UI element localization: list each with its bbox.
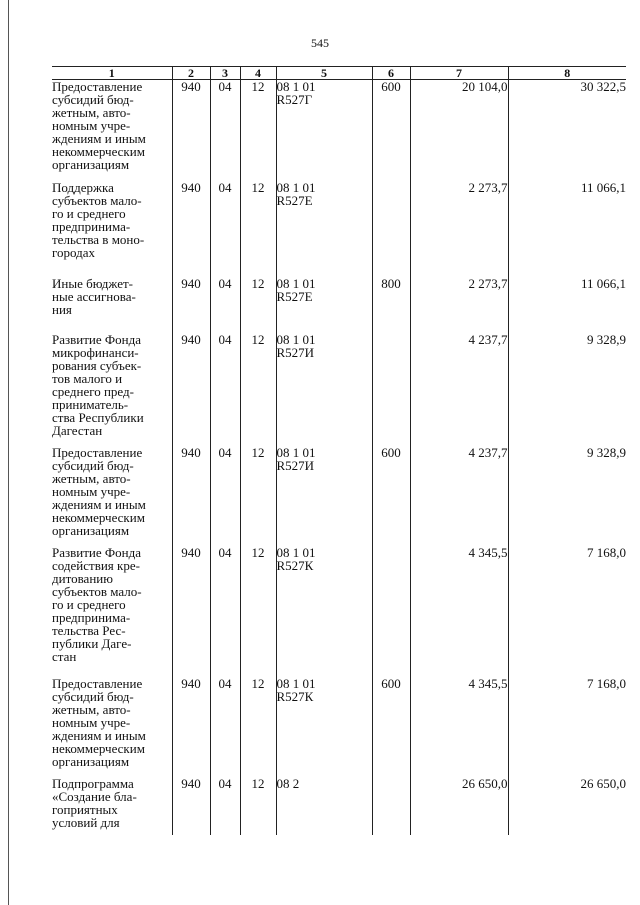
table-row [52,446,626,546]
cell-section: 04 [210,446,240,546]
cell-target-article: 08 1 01 R527И [276,446,372,546]
cell-target-article: 08 1 01 R527И [276,333,372,446]
row-description: Поддержка субъектов мало- го и среднего предпринима- тельства в моно- городах [52,180,145,260]
row-description: Подпрограмма «Создание бла- гоприятных условий для [52,776,137,830]
row-description: Предоставление субсидий бюд- жетным, авто- номным учре- ждениям и иным некоммерческим организациям [52,445,146,538]
table-row [52,181,626,277]
cell-amount-col8: 30 322,5 [508,80,626,182]
cell-expense-type: 600 [372,446,410,546]
cell-amount-col8: 11 066,1 [508,181,626,277]
cell-ministry-code: 940 [172,777,210,835]
cell-section: 04 [210,777,240,835]
cell-expense-type: 600 [372,80,410,182]
page-edge-rule [8,0,9,905]
cell-expense-type: 800 [372,277,410,333]
header-row [52,67,626,80]
cell-section: 04 [210,277,240,333]
cell-amount-col7: 4 345,5 [410,546,508,677]
cell-subsection: 12 [240,677,276,777]
cell-expense-type: 600 [372,677,410,777]
row-description: Иные бюджет- ные ассигнова- ния [52,276,136,317]
cell-subsection: 12 [240,446,276,546]
cell-section: 04 [210,677,240,777]
cell-section: 04 [210,546,240,677]
column-header: 4 [240,67,276,80]
cell-amount-col7: 4 345,5 [410,677,508,777]
cell-amount-col8: 11 066,1 [508,277,626,333]
cell-amount-col8: 9 328,9 [508,446,626,546]
row-description: Предоставление субсидий бюд- жетным, авто- номным учре- ждениям и иным некоммерческим организациям [52,676,146,769]
cell-amount-col8: 7 168,0 [508,546,626,677]
cell-ministry-code: 940 [172,546,210,677]
cell-ministry-code: 940 [172,277,210,333]
cell-expense-type [372,777,410,835]
table-row [52,277,626,333]
column-header: 2 [172,67,210,80]
cell-expense-type [372,181,410,277]
column-header: 3 [210,67,240,80]
cell-target-article: 08 1 01 R527Г [276,80,372,182]
cell-subsection: 12 [240,546,276,677]
cell-target-article: 08 1 01 R527Е [276,277,372,333]
cell-ministry-code: 940 [172,446,210,546]
column-header: 1 [52,67,172,80]
cell-subsection: 12 [240,181,276,277]
cell-ministry-code: 940 [172,80,210,182]
column-header: 6 [372,67,410,80]
table-row [52,777,626,835]
cell-ministry-code: 940 [172,181,210,277]
cell-subsection: 12 [240,333,276,446]
cell-subsection: 12 [240,277,276,333]
cell-target-article: 08 2 [276,777,372,835]
cell-amount-col7: 4 237,7 [410,333,508,446]
cell-expense-type [372,333,410,446]
row-description: Предоставление субсидий бюд- жетным, авто- номным учре- ждениям и иным некоммерческим организациям [52,79,146,172]
cell-ministry-code: 940 [172,677,210,777]
cell-amount-col8: 26 650,0 [508,777,626,835]
row-description: Развитие Фонда микрофинанси- рования субъек- тов малого и среднего пред- приниматель- ства Республики Дагестан [52,332,144,438]
cell-amount-col8: 7 168,0 [508,677,626,777]
page-number: 545 [311,36,329,50]
cell-amount-col8: 9 328,9 [508,333,626,446]
cell-amount-col7: 20 104,0 [410,80,508,182]
cell-section: 04 [210,181,240,277]
cell-amount-col7: 26 650,0 [410,777,508,835]
cell-subsection: 12 [240,80,276,182]
column-header: 8 [508,67,626,80]
cell-amount-col7: 2 273,7 [410,181,508,277]
cell-subsection: 12 [240,777,276,835]
cell-section: 04 [210,333,240,446]
budget-table [52,66,626,835]
cell-amount-col7: 2 273,7 [410,277,508,333]
column-header: 7 [410,67,508,80]
cell-target-article: 08 1 01 R527Е [276,181,372,277]
table-row [52,333,626,446]
cell-section: 04 [210,80,240,182]
row-description: Развитие Фонда содействия кре- дитованию субъектов мало- го и среднего предпринима- тельства Рес- публики Даге- стан [52,545,142,664]
cell-target-article: 08 1 01 R527К [276,677,372,777]
table-row [52,546,626,677]
table-row [52,677,626,777]
cell-amount-col7: 4 237,7 [410,446,508,546]
cell-expense-type [372,546,410,677]
cell-target-article: 08 1 01 R527К [276,546,372,677]
column-header: 5 [276,67,372,80]
cell-ministry-code: 940 [172,333,210,446]
table-row [52,80,626,182]
